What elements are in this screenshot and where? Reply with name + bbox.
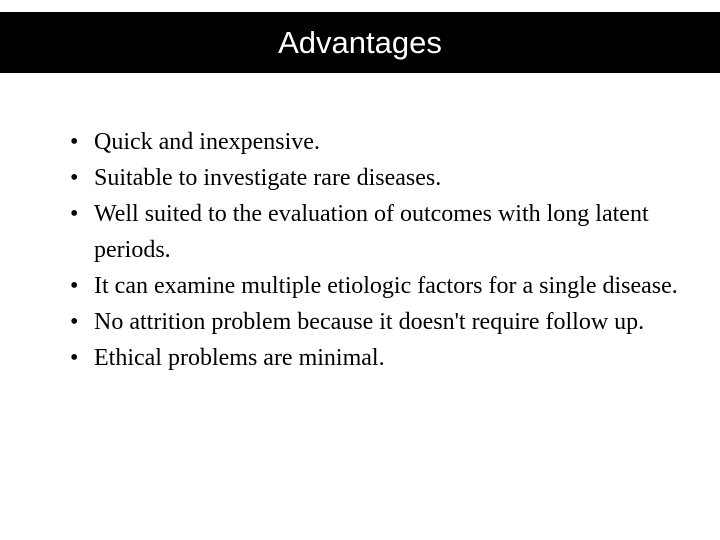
bullet-icon: • bbox=[70, 309, 79, 335]
list-item bbox=[70, 124, 700, 160]
bullet-text: No attrition problem because it doesn't require follow up. bbox=[94, 309, 645, 335]
list-item bbox=[70, 196, 700, 268]
bullet-icon: • bbox=[70, 201, 79, 227]
bullet-text: Well suited to the evaluation of outcomes with long latent periods. bbox=[94, 201, 649, 263]
list-item bbox=[70, 304, 700, 340]
list-item bbox=[70, 268, 700, 304]
bullet-icon: • bbox=[70, 129, 79, 155]
bullet-text: Quick and inexpensive. bbox=[94, 129, 320, 155]
bullet-icon: • bbox=[70, 273, 79, 299]
bullet-text: It can examine multiple etiologic factors for a single disease. bbox=[94, 273, 678, 299]
title-bar bbox=[0, 12, 720, 73]
bullet-text: Ethical problems are minimal. bbox=[94, 345, 385, 371]
slide-title: Advantages bbox=[278, 25, 442, 60]
list-item bbox=[70, 340, 700, 376]
bullet-icon: • bbox=[70, 345, 79, 371]
bullet-text: Suitable to investigate rare diseases. bbox=[94, 165, 442, 191]
list-item bbox=[70, 160, 700, 196]
bullet-icon: • bbox=[70, 165, 79, 191]
bullet-list bbox=[70, 124, 700, 376]
